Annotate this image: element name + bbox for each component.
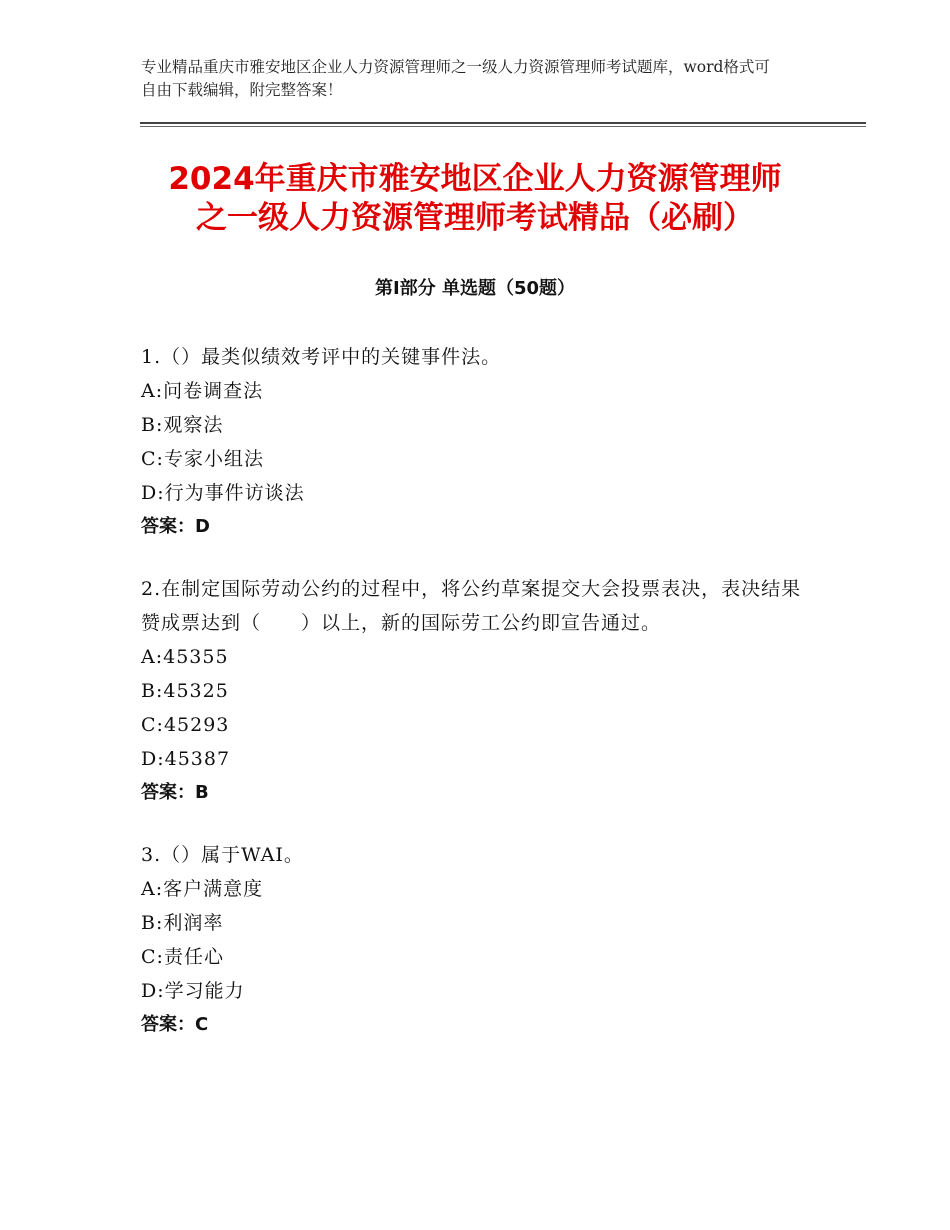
document-title — [130, 160, 820, 238]
question-stem: 2.在制定国际劳动公约的过程中，将公约草案提交大会投票表决，表决结果赞成票达到（ ）以上，新的国际劳工公约即宣告通过。 — [141, 578, 802, 634]
option-a: A:客户满意度 — [141, 878, 264, 900]
question-1 — [141, 340, 821, 544]
option-c: C:45293 — [141, 714, 230, 736]
option-b: B:利润率 — [141, 912, 224, 934]
option-b: B:观察法 — [141, 414, 224, 436]
header-note: 专业精品重庆市雅安地区企业人力资源管理师之一级人力资源管理师考试题库，word格式可自由下载编辑，附完整答案！ — [141, 58, 770, 99]
question-stem: 3.（）属于WAI。 — [141, 844, 304, 866]
option-d: D:行为事件访谈法 — [141, 482, 305, 504]
question-list — [141, 340, 821, 1070]
option-d: D:45387 — [141, 748, 231, 770]
option-d: D:学习能力 — [141, 980, 245, 1002]
option-a: A:问卷调查法 — [141, 380, 264, 402]
option-a: A:45355 — [141, 646, 229, 668]
title-line-1: 2024年重庆市雅安地区企业人力资源管理师 — [168, 161, 782, 197]
answer-line: 答案：B — [141, 782, 209, 803]
question-2 — [141, 572, 821, 810]
question-3 — [141, 838, 821, 1042]
header-divider-thick — [140, 122, 866, 124]
option-c: C:专家小组法 — [141, 448, 264, 470]
question-stem: 1.（）最类似绩效考评中的关键事件法。 — [141, 346, 502, 368]
title-line-2: 之一级人力资源管理师考试精品（必刷） — [196, 200, 754, 236]
header-divider-thin — [140, 126, 866, 127]
option-c: C:责任心 — [141, 946, 224, 968]
answer-line: 答案：D — [141, 516, 210, 537]
option-b: B:45325 — [141, 680, 229, 702]
answer-line: 答案：C — [141, 1014, 209, 1035]
section-title: 第Ⅰ部分 单选题（50题） — [374, 278, 575, 299]
